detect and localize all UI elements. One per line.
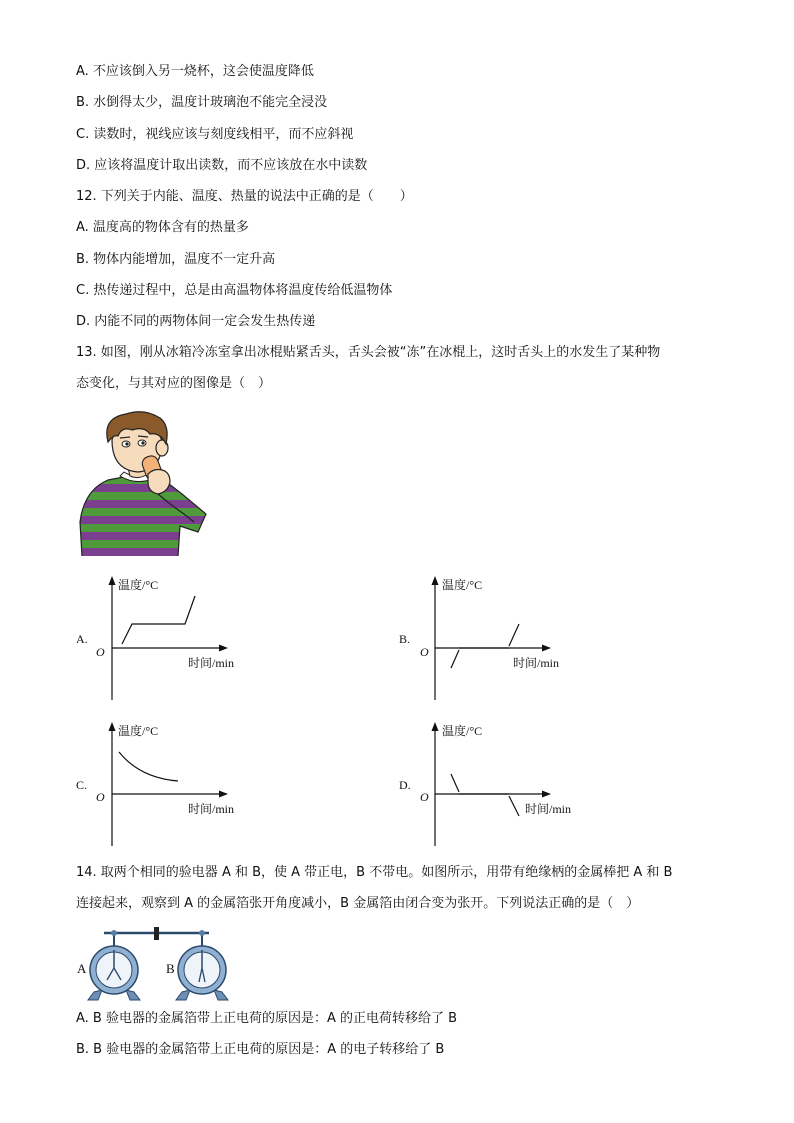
- graph-c-origin: O: [96, 790, 105, 804]
- q14-stem-line1: 14. 取两个相同的验电器 A 和 B，使 A 带正电，B 不带电。如图所示，用带有绝缘柄的金属棒把 A 和 B: [76, 865, 673, 880]
- graph-b-label: B.: [399, 632, 411, 646]
- q11-option-c: C. 读数时，视线应该与刻度线相平，而不应斜视: [76, 127, 354, 142]
- graph-a-curve: [122, 596, 195, 644]
- graph-b-curve-right: [509, 624, 519, 646]
- boy-popsicle-illustration: [78, 410, 213, 558]
- q14-option-a: A. B 验电器的金属箔带上正电荷的原因是：A 的正电荷转移给了 B: [76, 1011, 458, 1026]
- graph-a-xlabel: 时间/min: [188, 656, 235, 670]
- graph-b-xlabel: 时间/min: [513, 656, 560, 670]
- electroscope-a-label: A: [77, 961, 87, 976]
- q11-option-a: A. 不应该倒入另一烧杯，这会使温度降低: [76, 64, 314, 79]
- q12-option-d: D. 内能不同的两物体间一定会发生热传递: [76, 314, 316, 329]
- graph-b-ylabel: 温度/°C: [442, 578, 483, 592]
- graph-b-origin: O: [420, 645, 429, 659]
- q11-option-b: B. 水倒得太少，温度计玻璃泡不能完全浸没: [76, 95, 328, 110]
- graph-b-curve-left: [451, 650, 459, 668]
- graph-a-ylabel: 温度/°C: [118, 578, 159, 592]
- graph-d-curve-left: [451, 774, 459, 792]
- graph-d-label: D.: [399, 778, 411, 792]
- graph-c-label: C.: [76, 778, 88, 792]
- q12-option-c: C. 热传递过程中，总是由高温物体将温度传给低温物体: [76, 283, 393, 298]
- graph-d-xlabel: 时间/min: [525, 802, 572, 816]
- electroscope-diagram: [76, 924, 236, 1004]
- q13-stem-line2: 态变化，与其对应的图像是（ ）: [76, 376, 272, 391]
- graph-d-curve-right: [509, 796, 519, 816]
- graph-c-curve: [119, 752, 178, 781]
- q12-stem: 12. 下列关于内能、温度、热量的说法中正确的是（ ）: [76, 189, 413, 204]
- graph-c-xlabel: 时间/min: [188, 802, 235, 816]
- q14-option-b: B. B 验电器的金属箔带上正电荷的原因是：A 的电子转移给了 B: [76, 1042, 445, 1057]
- graph-d-origin: O: [420, 790, 429, 804]
- q11-option-d: D. 应该将温度计取出读数，而不应该放在水中读数: [76, 158, 368, 173]
- q12-option-b: B. 物体内能增加，温度不一定升高: [76, 252, 276, 267]
- q12-option-a: A. 温度高的物体含有的热量多: [76, 220, 249, 235]
- q13-stem-line1: 13. 如图，刚从冰箱冷冻室拿出冰棍贴紧舌头，舌头会被“冻”在冰棍上，这时舌头上的水发生了某种物: [76, 345, 661, 360]
- graph-d-ylabel: 温度/°C: [442, 724, 483, 738]
- q14-stem-line2: 连接起来，观察到 A 的金属箔张开角度减小，B 金属箔由闭合变为张开。下列说法正确的是（ ）: [76, 896, 640, 911]
- graph-c-ylabel: 温度/°C: [118, 724, 159, 738]
- electroscope-b-label: B: [166, 961, 175, 976]
- graph-a-label: A.: [76, 632, 88, 646]
- graph-a-origin: O: [96, 645, 105, 659]
